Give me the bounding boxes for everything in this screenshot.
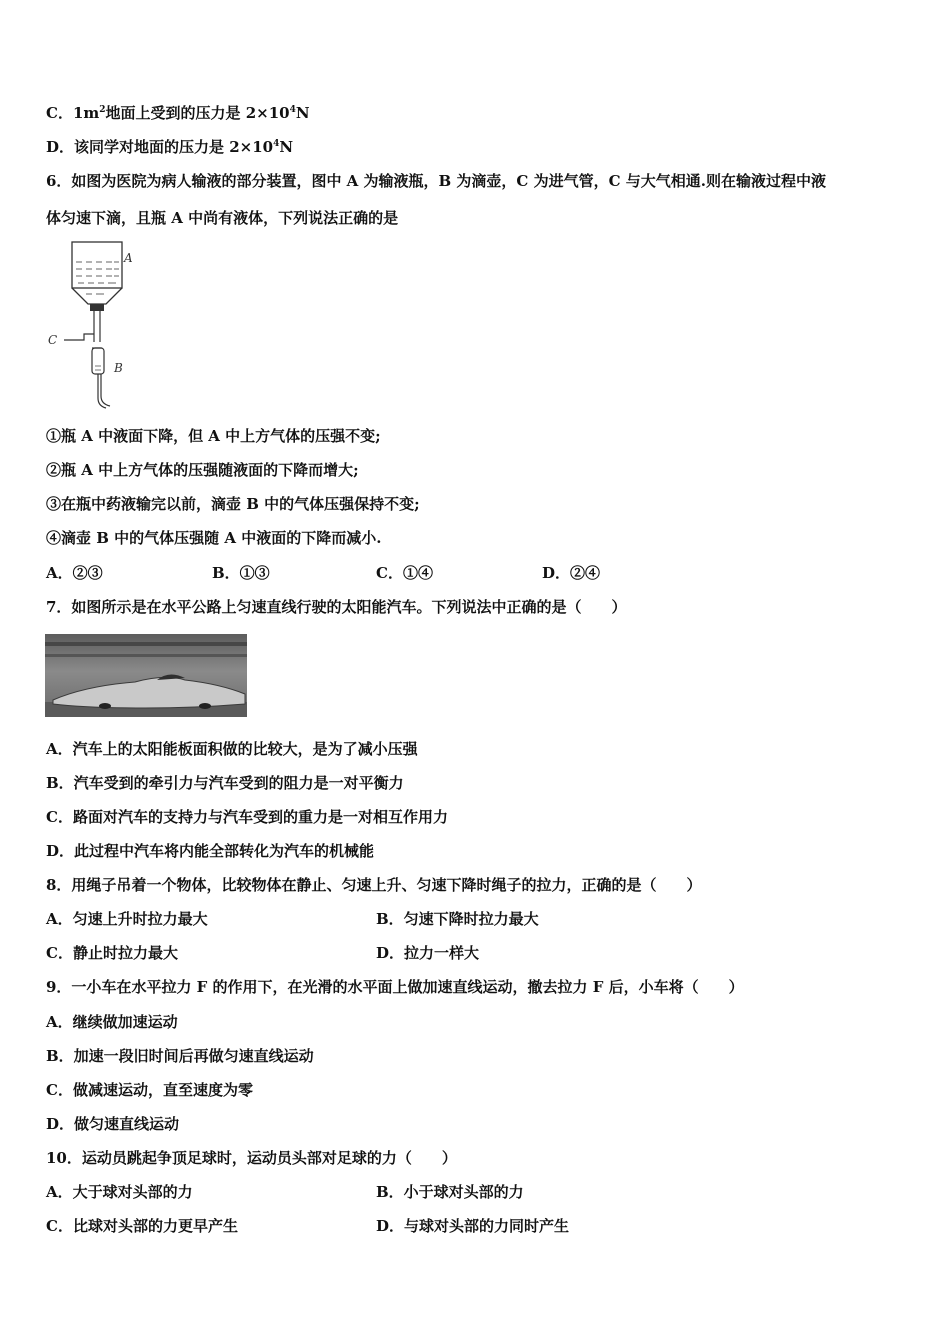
q10-option-c: C．比球对头部的力更早产生 xyxy=(46,1217,238,1235)
q7-option-a: A．汽车上的太阳能板面积做的比较大，是为了减小压强 xyxy=(46,740,418,758)
q6-statement-1: ①瓶 A 中液面下降，但 A 中上方气体的压强不变; xyxy=(46,427,381,445)
label-c: C xyxy=(48,333,58,347)
q9-option-b: B．加速一段旧时间后再做匀速直线运动 xyxy=(46,1047,314,1065)
q8-stem: 8．用绳子吊着一个物体，比较物体在静止、匀速上升、匀速下降时绳子的拉力，正确的是（ ） xyxy=(46,876,702,894)
outlet-tube xyxy=(98,374,106,408)
bottle-a-neck xyxy=(72,288,122,304)
q10-option-d: D．与球对头部的力同时产生 xyxy=(376,1217,570,1235)
q7-option-b: B．汽车受到的牵引力与汽车受到的阻力是一对平衡力 xyxy=(46,774,404,792)
q7-option-d: D．此过程中汽车将内能全部转化为汽车的机械能 xyxy=(46,842,375,860)
q9-option-a: A．继续做加速运动 xyxy=(46,1013,178,1031)
q8-option-c: C．静止时拉力最大 xyxy=(46,944,178,962)
q8-option-b: B．匀速下降时拉力最大 xyxy=(376,910,539,928)
q9-stem: 9．一小车在水平拉力 F 的作用下，在光滑的水平面上做加速直线运动，撤去拉力 F 后，小车将（ ） xyxy=(46,978,744,996)
q6-option-b: B．①③ xyxy=(212,564,270,582)
q6-statement-4: ④滴壶 B 中的气体压强随 A 中液面的下降而减小. xyxy=(46,529,382,547)
q9-option-c: C．做减速运动，直至速度为零 xyxy=(46,1081,253,1099)
q6-stem-line2: 体匀速下滴，且瓶 A 中尚有液体，下列说法正确的是 xyxy=(46,209,399,227)
q10-stem: 10．运动员跳起争顶足球时，运动员头部对足球的力（ ） xyxy=(46,1149,457,1167)
q6-statement-3: ③在瓶中药液输完以前，滴壶 B 中的气体压强保持不变; xyxy=(46,495,420,513)
inlet-tube-c xyxy=(64,334,94,340)
q9-option-d: D．做匀速直线运动 xyxy=(46,1115,180,1133)
bottle-a-liquid xyxy=(76,262,119,294)
label-b: B xyxy=(114,361,123,375)
q10-option-b: B．小于球对头部的力 xyxy=(376,1183,524,1201)
q8-option-d: D．拉力一样大 xyxy=(376,944,480,962)
solar-car-photo xyxy=(45,634,247,717)
q6-statement-2: ②瓶 A 中上方气体的压强随液面的下降而增大; xyxy=(46,461,359,479)
q6-option-c: C．①④ xyxy=(376,564,433,582)
q6-stem-line1: 6．如图为医院为病人输液的部分装置，图中 A 为输液瓶，B 为滴壶，C 为进气管，C 与大气相通.则在输液过程中液 xyxy=(46,172,826,190)
q5-option-c: C．$1m^2$地面上受到的压力是 $2\times 10^4N$ xyxy=(46,104,310,122)
q10-option-a: A．大于球对头部的力 xyxy=(46,1183,193,1201)
q7-option-c: C．路面对汽车的支持力与汽车受到的重力是一对相互作用力 xyxy=(46,808,448,826)
q6-option-d: D．②④ xyxy=(542,564,601,582)
q8-option-a: A．匀速上升时拉力最大 xyxy=(46,910,208,928)
q6-option-a: A．②③ xyxy=(46,564,103,582)
bottle-a-body xyxy=(72,242,122,288)
q7-stem: 7．如图所示是在水平公路上匀速直线行驶的太阳能汽车。下列说法中正确的是（ ） xyxy=(46,598,627,616)
q5-option-d: D．该同学对地面的压力是 $2\times 10^4N$ xyxy=(46,138,294,156)
label-a: A xyxy=(124,251,133,265)
iv-drip-diagram xyxy=(44,238,144,414)
stopper xyxy=(90,304,104,311)
